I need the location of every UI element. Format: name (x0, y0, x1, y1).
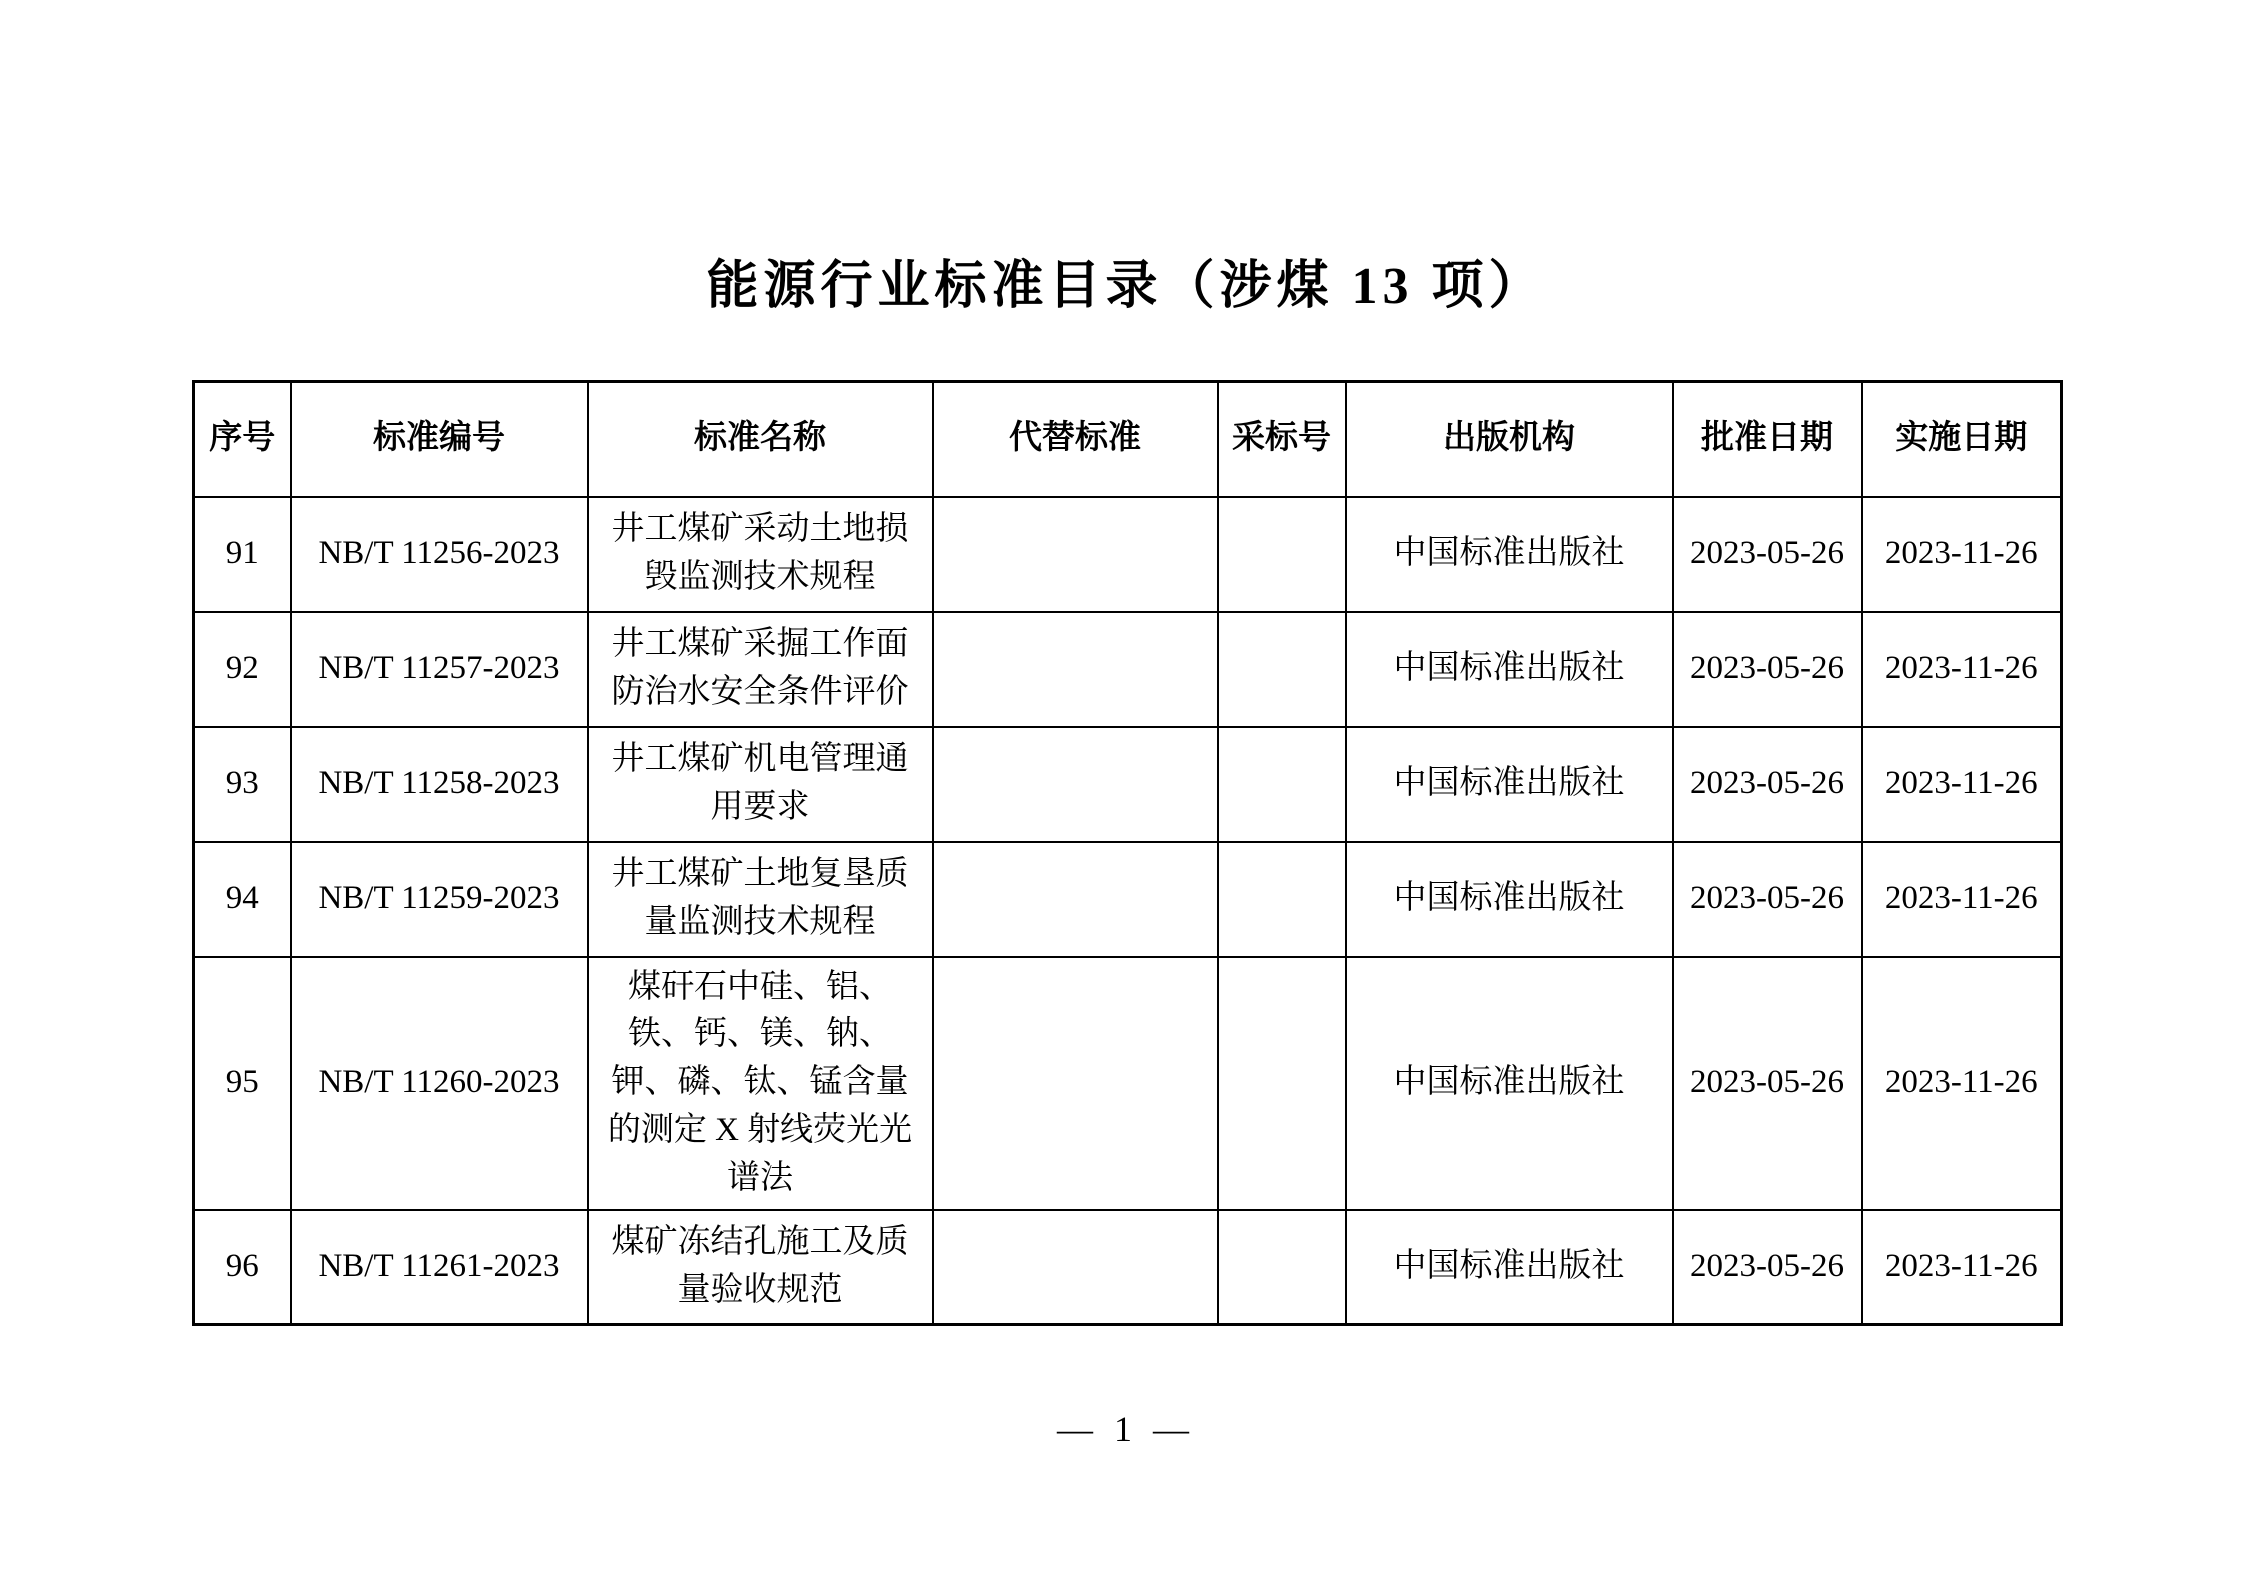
cell-code: NB/T 11261-2023 (291, 1210, 588, 1325)
table-row (194, 612, 2062, 727)
cell-approval-date: 2023-05-26 (1673, 957, 1862, 1210)
col-header-adoption: 采标号 (1218, 382, 1346, 497)
cell-replaced (933, 727, 1218, 842)
cell-impl-date: 2023-11-26 (1862, 497, 2062, 612)
cell-name: 煤矸石中硅、铝、铁、钙、镁、钠、钾、磷、钛、锰含量的测定 X 射线荧光光谱法 (588, 957, 933, 1210)
page-title: 能源行业标准目录（涉煤 13 项） (706, 258, 1546, 315)
cell-code: NB/T 11256-2023 (291, 497, 588, 612)
cell-publisher: 中国标准出版社 (1346, 957, 1673, 1210)
cell-name: 井工煤矿采掘工作面防治水安全条件评价 (588, 612, 933, 727)
cell-adoption (1218, 497, 1346, 612)
cell-impl-date: 2023-11-26 (1862, 612, 2062, 727)
page-number: — 1 — (1057, 1409, 1195, 1449)
col-header-approval-date: 批准日期 (1673, 382, 1862, 497)
cell-publisher: 中国标准出版社 (1346, 842, 1673, 957)
cell-impl-date: 2023-11-26 (1862, 727, 2062, 842)
cell-seq: 94 (194, 842, 291, 957)
cell-approval-date: 2023-05-26 (1673, 497, 1862, 612)
cell-approval-date: 2023-05-26 (1673, 842, 1862, 957)
col-header-publisher: 出版机构 (1346, 382, 1673, 497)
table-row (194, 1210, 2062, 1325)
cell-adoption (1218, 727, 1346, 842)
table-header-row (194, 382, 2062, 497)
cell-replaced (933, 842, 1218, 957)
cell-impl-date: 2023-11-26 (1862, 842, 2062, 957)
cell-approval-date: 2023-05-26 (1673, 727, 1862, 842)
cell-replaced (933, 497, 1218, 612)
col-header-code: 标准编号 (291, 382, 588, 497)
cell-name: 井工煤矿机电管理通用要求 (588, 727, 933, 842)
cell-code: NB/T 11257-2023 (291, 612, 588, 727)
cell-impl-date: 2023-11-26 (1862, 1210, 2062, 1325)
cell-publisher: 中国标准出版社 (1346, 727, 1673, 842)
col-header-impl-date: 实施日期 (1862, 382, 2062, 497)
cell-replaced (933, 957, 1218, 1210)
standards-table (192, 380, 2063, 1326)
table-row (194, 842, 2062, 957)
col-header-seq: 序号 (194, 382, 291, 497)
cell-seq: 92 (194, 612, 291, 727)
cell-adoption (1218, 1210, 1346, 1325)
cell-name: 煤矿冻结孔施工及质量验收规范 (588, 1210, 933, 1325)
table-row (194, 497, 2062, 612)
cell-code: NB/T 11260-2023 (291, 957, 588, 1210)
cell-replaced (933, 1210, 1218, 1325)
cell-publisher: 中国标准出版社 (1346, 497, 1673, 612)
cell-seq: 95 (194, 957, 291, 1210)
table-row (194, 727, 2062, 842)
cell-seq: 93 (194, 727, 291, 842)
cell-impl-date: 2023-11-26 (1862, 957, 2062, 1210)
cell-approval-date: 2023-05-26 (1673, 1210, 1862, 1325)
cell-code: NB/T 11259-2023 (291, 842, 588, 957)
cell-adoption (1218, 842, 1346, 957)
col-header-name: 标准名称 (588, 382, 933, 497)
cell-adoption (1218, 612, 1346, 727)
col-header-replaced: 代替标准 (933, 382, 1218, 497)
cell-publisher: 中国标准出版社 (1346, 612, 1673, 727)
table-row (194, 957, 2062, 1210)
cell-name: 井工煤矿采动土地损毁监测技术规程 (588, 497, 933, 612)
cell-adoption (1218, 957, 1346, 1210)
cell-seq: 91 (194, 497, 291, 612)
cell-code: NB/T 11258-2023 (291, 727, 588, 842)
cell-publisher: 中国标准出版社 (1346, 1210, 1673, 1325)
cell-replaced (933, 612, 1218, 727)
cell-seq: 96 (194, 1210, 291, 1325)
cell-name: 井工煤矿土地复垦质量监测技术规程 (588, 842, 933, 957)
cell-approval-date: 2023-05-26 (1673, 612, 1862, 727)
